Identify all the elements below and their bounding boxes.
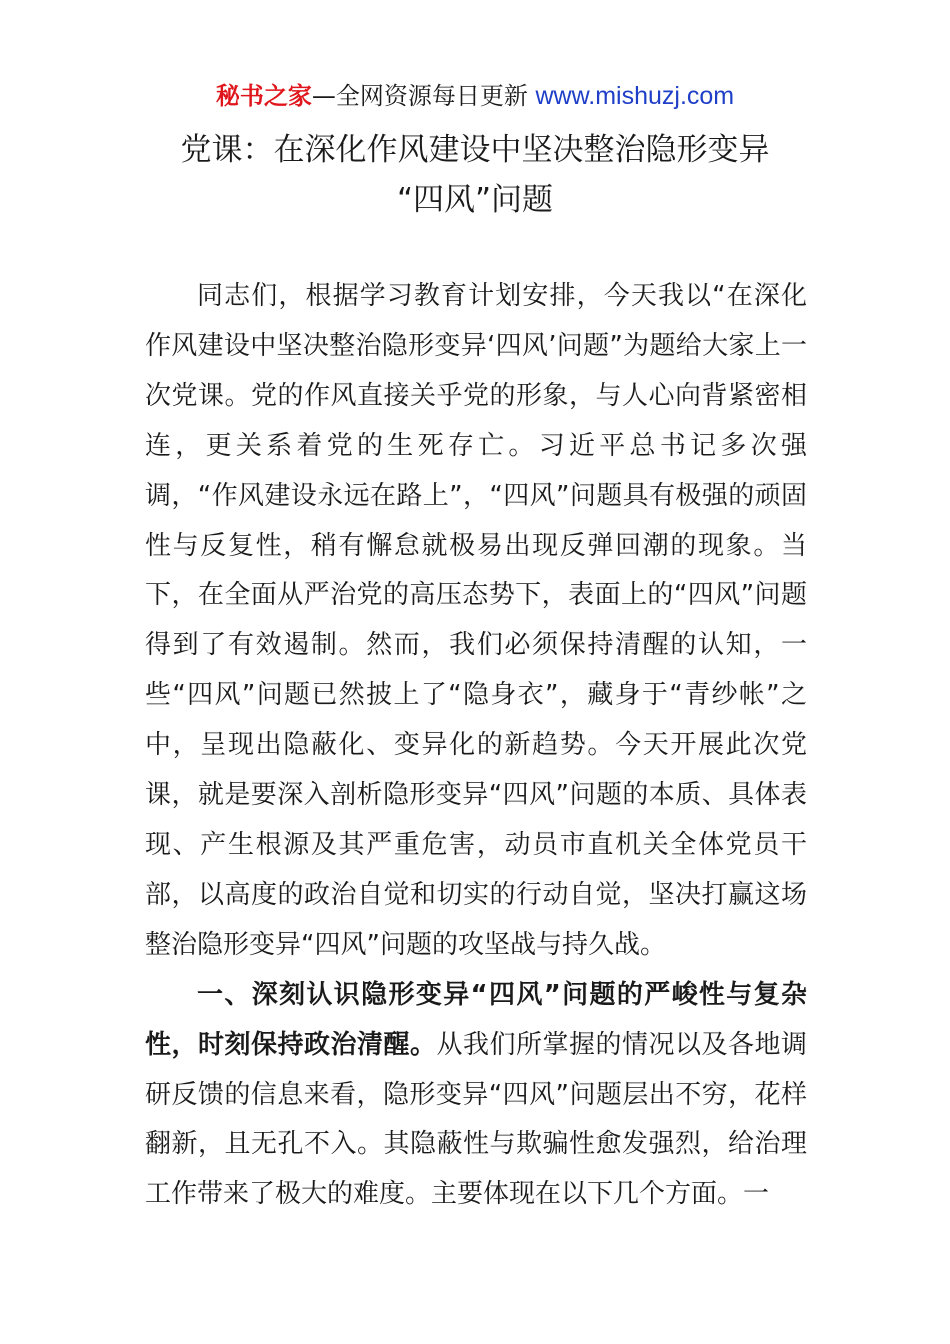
document-title-line-1: 党课：在深化作风建设中坚决整治隐形变异 [180, 132, 770, 168]
document-title-line-2: “四风”问题 [396, 182, 554, 218]
section-heading: 一、深刻认识隐形变异“四风”问题的严峻性与复杂性，时刻保持政治清醒。 [145, 979, 807, 1060]
document-body [145, 272, 807, 1220]
body-paragraph [145, 272, 807, 971]
site-url-link[interactable]: www.mishuzj.com [535, 82, 735, 110]
site-header [0, 80, 950, 112]
site-brand: 秘书之家 [215, 82, 312, 110]
document-title [0, 125, 950, 225]
site-tagline: —全网资源每日更新 [311, 82, 536, 110]
paragraph-text: 从我们所掌握的情况以及各地调研反馈的信息来看，隐形变异“四风”问题层出不穷，花样翻新，且无孔不入。其隐蔽性与欺骗性愈发强烈，给治理工作带来了极大的难度。主要体现在以下几个方面。一 [145, 1029, 807, 1210]
section-heading-paragraph [145, 971, 807, 1221]
paragraph-text: 同志们，根据学习教育计划安排，今天我以“在深化作风建设中坚决整治隐形变异‘四风’问题”为题给大家上一次党课。党的作风直接关乎党的形象，与人心向背紧密相连，更关系着党的生死存亡。习近平总书记多次强调，“作风建设永远在路上”，“四风”问题具有极强的顽固性与反复性，稍有懈怠就极易出现反弹回潮的现象。当下，在全面从严治党的高压态势下，表面上的“四风”问题得到了有效遏制。然而，我们必须保持清醒的认知，一些“四风”问题已然披上了“隐身衣”，藏身于“青纱帐”之中，呈现出隐蔽化、变异化的新趋势。今天开展此次党课，就是要深入剖析隐形变异“四风”问题的本质、具体表现、产生根源及其严重危害，动员市直机关全体党员干部，以高度的政治自觉和切实的行动自觉，坚决打赢这场整治隐形变异“四风”问题的攻坚战与持久战。 [145, 281, 807, 960]
